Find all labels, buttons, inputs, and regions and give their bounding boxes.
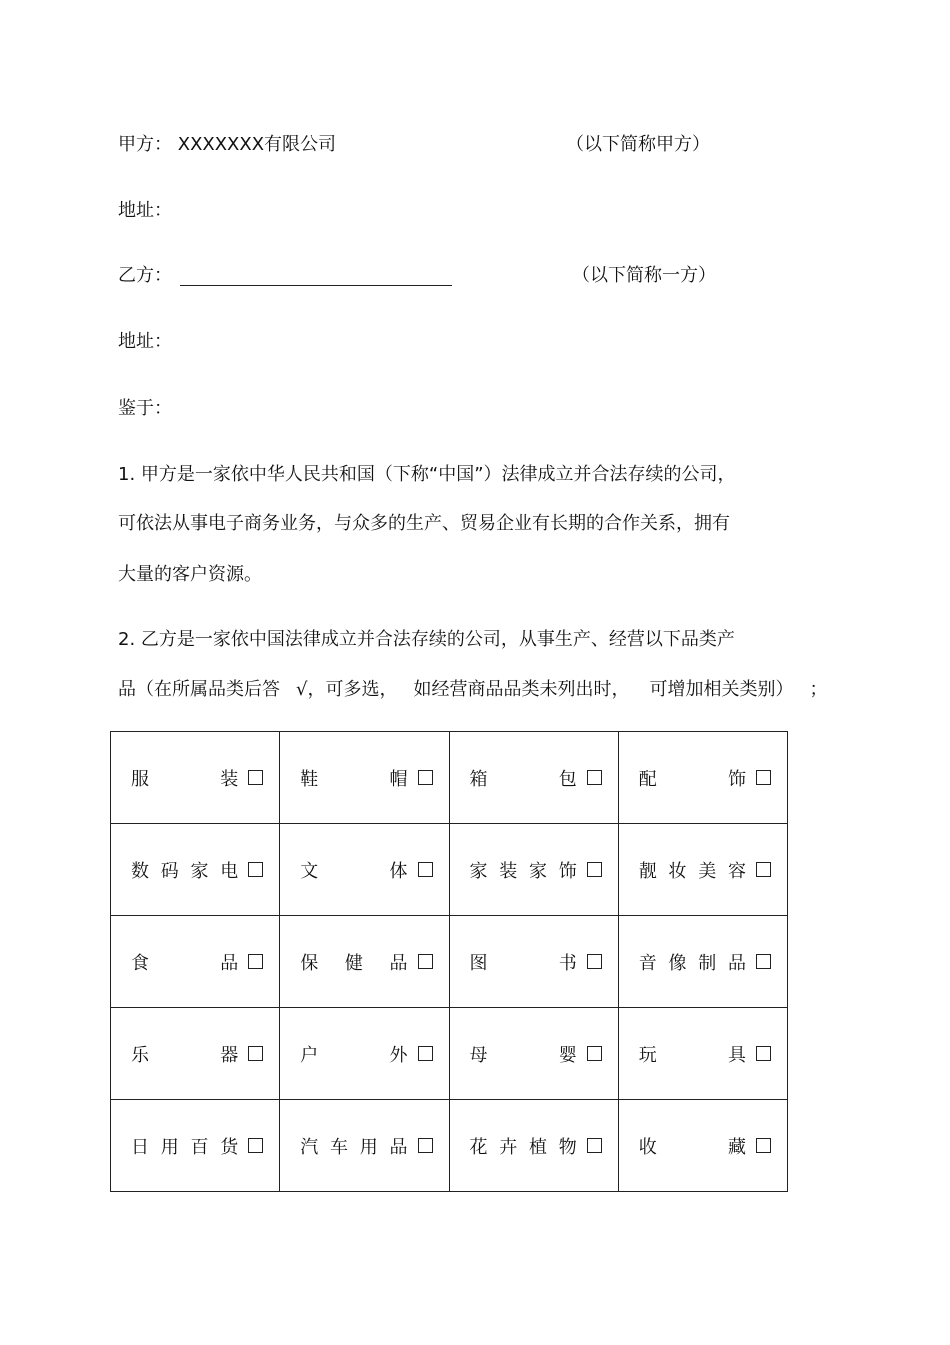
category-label: 食 品 — [131, 952, 239, 974]
category-cell — [618, 916, 787, 1008]
category-cell — [449, 732, 618, 824]
category-cell — [111, 1008, 280, 1100]
category-cell — [449, 1008, 618, 1100]
category-checkbox[interactable] — [248, 954, 263, 969]
category-cell — [618, 824, 787, 916]
category-label: 母 婴 — [469, 1044, 577, 1066]
category-checkbox[interactable] — [756, 1046, 771, 1061]
category-label: 箱 包 — [469, 768, 577, 790]
party-b-name-blank[interactable] — [180, 284, 452, 286]
category-label: 乐 器 — [131, 1044, 239, 1066]
category-cell — [280, 1008, 449, 1100]
category-label: 服 装 — [131, 768, 239, 790]
category-checkbox[interactable] — [248, 1138, 263, 1153]
category-cell — [280, 916, 449, 1008]
category-checkbox[interactable] — [418, 954, 433, 969]
category-row — [111, 732, 788, 824]
category-checkbox[interactable] — [418, 770, 433, 785]
party-a-note: （以下简称甲方） — [566, 134, 710, 155]
category-label: 玩 具 — [638, 1044, 746, 1066]
category-label: 配 饰 — [638, 768, 746, 790]
clause2-line1: 2. 乙方是一家依中国法律成立并合法存续的公司，从事生产、经营以下品类产 — [118, 629, 735, 650]
category-cell — [618, 1100, 787, 1192]
category-cell — [449, 916, 618, 1008]
party-a-line — [118, 133, 336, 157]
category-label: 靓妆美容 — [638, 860, 746, 882]
category-checkbox[interactable] — [756, 862, 771, 877]
clause2-text-b: √，可多选， — [296, 679, 398, 700]
category-cell — [280, 1100, 449, 1192]
category-cell — [111, 1100, 280, 1192]
category-checkbox[interactable] — [418, 1138, 433, 1153]
category-label: 音像制品 — [638, 952, 746, 974]
category-row — [111, 916, 788, 1008]
category-cell — [111, 732, 280, 824]
clause2-text-c: 如经营商品品类未列出时， — [413, 679, 630, 700]
category-checkbox[interactable] — [756, 1138, 771, 1153]
party-a-name: XXXXXXX有限公司 — [177, 134, 337, 155]
category-checkbox[interactable] — [587, 1138, 602, 1153]
address-a-label: 地址： — [118, 200, 172, 221]
category-checkbox[interactable] — [248, 770, 263, 785]
category-label: 花卉植物 — [469, 1136, 577, 1158]
category-checkbox[interactable] — [756, 954, 771, 969]
category-label: 汽车用品 — [300, 1136, 408, 1158]
clause2-line2 — [118, 678, 827, 702]
category-checkbox[interactable] — [587, 1046, 602, 1061]
category-checkbox[interactable] — [587, 862, 602, 877]
category-label: 数码家电 — [131, 860, 239, 882]
party-a-label: 甲方： — [118, 134, 172, 155]
category-row — [111, 1100, 788, 1192]
category-checkbox[interactable] — [248, 1046, 263, 1061]
category-label: 家装家饰 — [469, 860, 577, 882]
category-cell — [449, 824, 618, 916]
clause1-line2: 可依法从事电子商务业务，与众多的生产、贸易企业有长期的合作关系，拥有 — [118, 513, 730, 534]
category-checkbox[interactable] — [418, 1046, 433, 1061]
category-checkbox[interactable] — [248, 862, 263, 877]
party-b-note: （以下简称一方） — [572, 265, 716, 286]
category-label: 文 体 — [300, 860, 408, 882]
category-cell — [111, 916, 280, 1008]
category-cell — [618, 732, 787, 824]
clause2-text-e: ； — [809, 679, 828, 700]
address-b-label: 地址： — [118, 331, 172, 352]
category-checkbox[interactable] — [587, 770, 602, 785]
category-checkbox[interactable] — [418, 862, 433, 877]
category-label: 鞋 帽 — [300, 768, 408, 790]
category-label: 收 藏 — [638, 1136, 746, 1158]
party-b-label: 乙方： — [118, 265, 172, 286]
category-row — [111, 824, 788, 916]
category-cell — [618, 1008, 787, 1100]
clause2-text-a: 品（在所属品类后答 — [118, 679, 280, 700]
category-label: 户 外 — [300, 1044, 408, 1066]
category-cell — [280, 732, 449, 824]
whereas-label: 鉴于： — [118, 398, 172, 419]
category-checkbox[interactable] — [587, 954, 602, 969]
category-row — [111, 1008, 788, 1100]
category-table — [110, 731, 788, 1192]
clause1-line3: 大量的客户资源。 — [118, 564, 262, 585]
category-label: 图 书 — [469, 952, 577, 974]
category-cell — [280, 824, 449, 916]
category-checkbox[interactable] — [756, 770, 771, 785]
clause2-text-d: 可增加相关类别） — [649, 679, 794, 700]
category-label: 保健品 — [300, 952, 408, 974]
clause1-line1: 1. 甲方是一家依中华人民共和国（下称“中国”）法律成立并合法存续的公司， — [118, 464, 736, 485]
category-label: 日用百货 — [131, 1136, 239, 1158]
category-cell — [111, 824, 280, 916]
category-cell — [449, 1100, 618, 1192]
